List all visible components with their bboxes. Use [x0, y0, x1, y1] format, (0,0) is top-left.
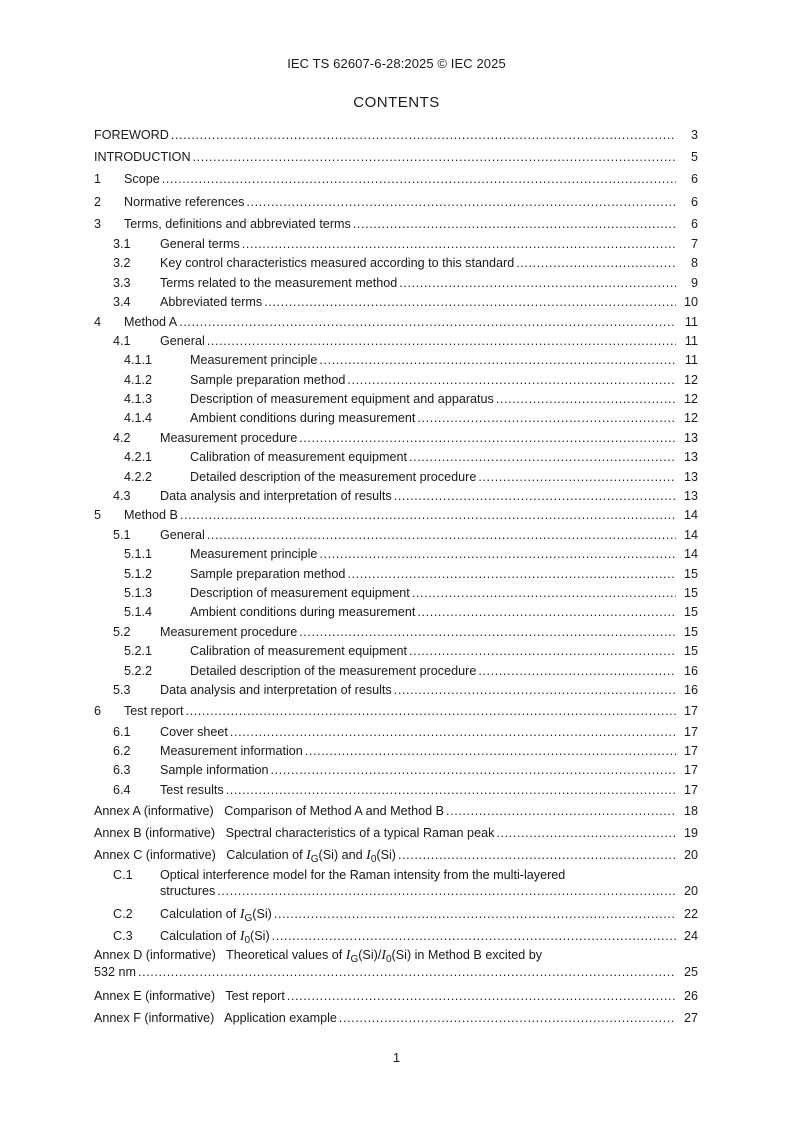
toc-entry-page: 13: [683, 469, 698, 484]
toc-entry-number: C.2: [113, 906, 133, 921]
toc-entry-page: 25: [683, 965, 698, 979]
toc-entry-number: 4.3: [113, 489, 131, 504]
toc-entry[interactable]: [94, 468, 698, 487]
toc-entry-title: Abbreviated terms .....: [160, 293, 676, 312]
toc-entry-page: 13: [683, 430, 698, 445]
toc-entry-number: C.1: [113, 867, 133, 882]
toc-entry-number: C.3: [113, 928, 133, 943]
toc-entry-title: Key control characteristics measured according to this standard .....: [160, 254, 676, 273]
toc-entry[interactable]: [94, 487, 698, 506]
toc-entry-number: 4: [94, 314, 102, 329]
toc-entry-page: 11: [684, 314, 698, 329]
toc-entry[interactable]: [94, 662, 698, 681]
toc-entry[interactable]: [94, 742, 698, 761]
toc-entry[interactable]: [94, 332, 698, 351]
toc-entry[interactable]: [94, 565, 698, 584]
toc-entry-page: 24: [683, 928, 698, 943]
toc-entry-title: Scope .....: [124, 168, 676, 190]
toc-entry[interactable]: [94, 191, 698, 213]
toc-entry[interactable]: [94, 448, 698, 467]
toc-entry-page: 6: [690, 194, 698, 209]
toc-entry-number: 4.2: [113, 430, 131, 445]
toc-entry-title: INTRODUCTION .....: [94, 146, 676, 168]
toc-entry-page: 17: [683, 763, 698, 778]
toc-entry-title: Data analysis and interpretation of results .....: [160, 487, 676, 506]
toc-entry[interactable]: [94, 584, 698, 603]
toc-entry[interactable]: [94, 526, 698, 545]
toc-entry-page: 5: [690, 150, 698, 165]
toc-entry-page: 6: [690, 172, 698, 187]
toc-entry-title: Detailed description of the measurement procedure .....: [190, 662, 676, 681]
toc-entry-multiline[interactable]: [94, 867, 698, 903]
toc-entry[interactable]: [94, 371, 698, 390]
toc-entry[interactable]: [94, 506, 698, 525]
toc-entry[interactable]: [94, 985, 698, 1007]
toc-entry[interactable]: [94, 235, 698, 254]
toc-entry-number: 6.3: [113, 763, 131, 778]
toc-entry-number: 4.1.3: [124, 392, 153, 407]
toc-entry-page: 14: [683, 508, 698, 523]
toc-entry-page: 8: [690, 256, 698, 271]
toc-entry[interactable]: [94, 146, 698, 168]
toc-entry-title: Annex C (informative) Calculation of $I_G(Si)$ and $I_0(Si)$ .....: [94, 844, 676, 871]
toc-entry[interactable]: [94, 723, 698, 742]
toc-entry-page: 14: [683, 547, 698, 562]
document-header: IEC TS 62607-6-28:2025 © IEC 2025: [287, 56, 506, 71]
toc-entry-page: 14: [683, 527, 698, 542]
toc-entry[interactable]: [94, 925, 698, 947]
toc-entry-title: Annex E (informative) Test report .....: [94, 985, 676, 1007]
toc-entry-number: 6.4: [113, 782, 131, 797]
toc-entry[interactable]: [94, 903, 698, 925]
toc-entry-title: Terms related to the measurement method .....: [160, 274, 676, 293]
toc-entry-title: Calibration of measurement equipment .....: [190, 642, 676, 661]
toc-entry-title: Measurement procedure .....: [160, 623, 676, 642]
toc-entry-page: 3: [690, 128, 698, 142]
toc-entry-title: Ambient conditions during measurement .....: [190, 603, 676, 622]
toc-entry-page: 9: [690, 275, 698, 290]
toc-entry-number: 5.2: [113, 624, 131, 639]
toc-entry-number: 3: [94, 216, 102, 231]
table-of-contents: [94, 124, 698, 1029]
toc-entry-number: 3.4: [113, 295, 131, 310]
toc-entry-page: 15: [683, 644, 698, 659]
toc-entry-number: 6: [94, 704, 102, 719]
toc-entry-title: Detailed description of the measurement procedure .....: [190, 468, 676, 487]
toc-entry-page: 12: [683, 411, 698, 426]
toc-entry-title-line2: structures .....: [160, 883, 676, 899]
toc-entry-number: 5: [94, 508, 102, 523]
toc-entry-number: 5.1.1: [124, 547, 153, 562]
toc-entry-number: 3.3: [113, 275, 131, 290]
toc-entry[interactable]: [94, 390, 698, 409]
toc-entry-title: Annex A (informative) Comparison of Method A and Method B .....: [94, 800, 676, 822]
toc-entry[interactable]: [94, 293, 698, 312]
toc-entry-page: 17: [683, 743, 698, 758]
toc-entry[interactable]: [94, 274, 698, 293]
toc-entry[interactable]: [94, 681, 698, 700]
toc-entry-title: Data analysis and interpretation of results .....: [160, 681, 676, 700]
toc-entry-page: 10: [683, 295, 698, 310]
toc-entry[interactable]: [94, 124, 698, 146]
toc-entry-number: 5.2.2: [124, 663, 153, 678]
toc-entry-page: 12: [683, 392, 698, 407]
toc-entry-title: Calculation of $I_G(Si)$ .....: [160, 903, 676, 930]
toc-entry-number: 5.3: [113, 682, 131, 697]
toc-entry-number: 5.2.1: [124, 644, 153, 659]
toc-entry-number: 6.2: [113, 743, 131, 758]
toc-entry-page: 17: [683, 704, 698, 719]
toc-entry-number: 4.1.1: [124, 353, 153, 368]
toc-entry-title-line1: Annex D (informative) Theoretical values of $I_G(Si)/I_0(Si)$ in Method B excited by: [94, 948, 543, 965]
toc-entry-title: Calibration of measurement equipment .....: [190, 448, 676, 467]
toc-entry[interactable]: [94, 409, 698, 428]
toc-entry-title: Method A .....: [124, 313, 676, 332]
toc-entry-annex-d[interactable]: [94, 947, 698, 985]
toc-entry-title: General .....: [160, 332, 676, 351]
toc-entry[interactable]: [94, 800, 698, 822]
toc-entry[interactable]: [94, 700, 698, 722]
toc-entry-number: 2: [94, 194, 102, 209]
toc-entry-title-line2: 532 nm .....: [94, 964, 676, 980]
toc-entry-page: 18: [683, 804, 698, 819]
toc-entry-title: Sample preparation method .....: [190, 565, 676, 584]
toc-entry-page: 15: [683, 566, 698, 581]
toc-entry-page: 13: [683, 489, 698, 504]
toc-entry[interactable]: [94, 761, 698, 780]
toc-entry-title: Annex F (informative) Application example .....: [94, 1007, 676, 1029]
toc-entry-title: Measurement principle .....: [190, 545, 676, 564]
toc-entry-title: Description of measurement equipment .....: [190, 584, 676, 603]
toc-entry[interactable]: [94, 781, 698, 800]
toc-entry-title: Test results .....: [160, 781, 676, 800]
toc-entry-page: 15: [683, 624, 698, 639]
toc-entry-title: Ambient conditions during measurement .....: [190, 409, 676, 428]
toc-entry[interactable]: [94, 545, 698, 564]
toc-entry-page: 7: [690, 236, 698, 251]
toc-entry-page: 19: [683, 826, 698, 841]
toc-entry-title: Sample preparation method .....: [190, 371, 676, 390]
toc-entry-title: FOREWORD .....: [94, 124, 676, 146]
toc-entry-page: 12: [683, 372, 698, 387]
toc-entry-title: Annex B (informative) Spectral characteristics of a typical Raman peak .....: [94, 822, 676, 844]
toc-entry[interactable]: [94, 844, 698, 866]
toc-entry-title-line1: Optical interference model for the Raman intensity from the multi-layered: [160, 867, 566, 882]
page-title: CONTENTS: [353, 94, 440, 111]
toc-entry-title: Description of measurement equipment and apparatus .....: [190, 390, 676, 409]
toc-entry-title: Calculation of $I_0(Si)$ .....: [160, 925, 676, 952]
toc-entry-number: 5.1.4: [124, 605, 153, 620]
toc-entry-page: 6: [690, 216, 698, 231]
toc-entry[interactable]: [94, 213, 698, 235]
toc-entry-number: 4.1: [113, 333, 131, 348]
toc-entry-title: Terms, definitions and abbreviated terms .....: [124, 213, 676, 235]
toc-entry-page: 27: [683, 1011, 698, 1026]
toc-entry-title: General terms .....: [160, 235, 676, 254]
toc-entry-number: 4.1.2: [124, 372, 153, 387]
toc-entry-page: 15: [683, 605, 698, 620]
toc-entry[interactable]: [94, 603, 698, 622]
toc-entry-title: Test report .....: [124, 700, 676, 722]
toc-entry-page: 16: [683, 663, 698, 678]
toc-entry-title: Measurement principle .....: [190, 351, 676, 370]
toc-entry-page: 15: [683, 585, 698, 600]
toc-entry[interactable]: [94, 1007, 698, 1029]
toc-entry-page: 16: [683, 682, 698, 697]
toc-entry-title: Normative references .....: [124, 191, 676, 213]
toc-entry-number: 5.1.2: [124, 566, 153, 581]
toc-entry-number: 3.2: [113, 256, 131, 271]
toc-entry-page: 11: [684, 353, 698, 368]
toc-entry-title: Method B .....: [124, 506, 676, 525]
toc-entry-title: Measurement procedure .....: [160, 429, 676, 448]
toc-entry-number: 6.1: [113, 724, 131, 739]
toc-entry[interactable]: [94, 313, 698, 332]
toc-entry-page: 17: [683, 724, 698, 739]
toc-entry[interactable]: [94, 642, 698, 661]
toc-entry-title: Measurement information .....: [160, 742, 676, 761]
toc-entry[interactable]: [94, 254, 698, 273]
page-number: 1: [392, 1050, 401, 1065]
toc-entry-page: 20: [683, 883, 698, 898]
toc-entry[interactable]: [94, 168, 698, 190]
toc-entry-page: 22: [683, 906, 698, 921]
toc-entry-number: 3.1: [113, 236, 131, 251]
toc-entry[interactable]: [94, 351, 698, 370]
toc-entry-number: 4.2.1: [124, 450, 153, 465]
toc-entry-number: 4.2.2: [124, 469, 153, 484]
toc-entry-title: Sample information .....: [160, 761, 676, 780]
toc-entry-page: 13: [683, 450, 698, 465]
toc-entry-number: 5.1.3: [124, 585, 153, 600]
toc-entry-page: 11: [684, 333, 698, 348]
toc-entry-number: 1: [94, 172, 102, 187]
toc-entry-title: Cover sheet .....: [160, 723, 676, 742]
toc-entry[interactable]: [94, 822, 698, 844]
toc-entry-number: 4.1.4: [124, 411, 153, 426]
toc-entry-title: General .....: [160, 526, 676, 545]
toc-entry[interactable]: [94, 623, 698, 642]
toc-entry[interactable]: [94, 429, 698, 448]
toc-entry-page: 26: [683, 989, 698, 1003]
toc-entry-page: 17: [683, 782, 698, 797]
toc-entry-number: 5.1: [113, 527, 131, 542]
toc-entry-page: 20: [683, 848, 698, 863]
